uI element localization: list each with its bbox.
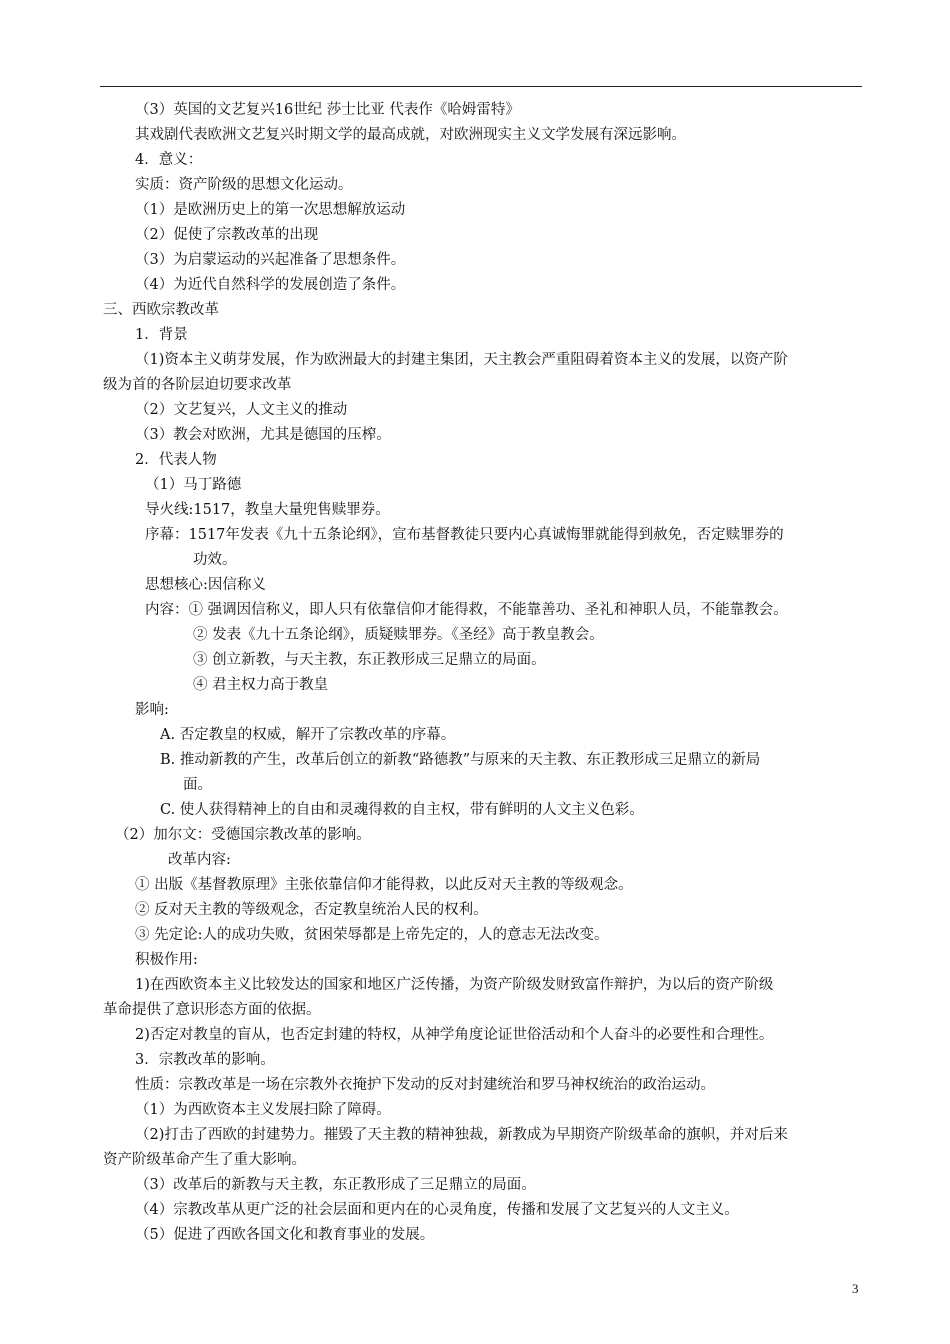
text-line: （1)资本主义萌芽发展，作为欧洲最大的封建主集团，天主教会严重阻碍着资本主义的发展，以资产阶: [135, 352, 788, 368]
text-line: （2)打击了西欧的封建势力。摧毁了天主教的精神独裁，新教成为早期资产阶级革命的旗帜，并对后来: [135, 1127, 788, 1143]
text-line: 性质：宗教改革是一场在宗教外衣掩护下发动的反对封建统治和罗马神权统治的政治运动。: [135, 1077, 715, 1093]
text-line: B. 推动新教的产生，改革后创立的新教“路德教”与原来的天主教、东正教形成三足鼎立的新局: [160, 752, 761, 768]
text-line: 其戏剧代表欧洲文艺复兴时期文学的最高成就，对欧洲现实主义文学发展有深远影响。: [135, 127, 686, 143]
text-line: （3）教会对欧洲，尤其是德国的压榨。: [135, 427, 391, 443]
text-line: （3）为启蒙运动的兴起准备了思想条件。: [135, 252, 406, 268]
text-line: C. 使人获得精神上的自由和灵魂得救的自主权，带有鲜明的人文主义色彩。: [160, 802, 644, 818]
text-line: 革命提供了意识形态方面的依据。: [103, 1002, 321, 1018]
text-line: ② 反对天主教的等级观念，否定教皇统治人民的权利。: [135, 902, 488, 918]
text-line: （3）改革后的新教与天主教，东正教形成了三足鼎立的局面。: [135, 1177, 536, 1193]
text-line: 影响:: [135, 702, 169, 718]
text-line: （3）英国的文艺复兴16世纪 莎士比亚 代表作《哈姆雷特》: [135, 102, 520, 118]
text-line: （2）促使了宗教改革的出现: [135, 227, 319, 243]
text-line: 2．代表人物: [135, 452, 217, 468]
text-line: （5）促进了西欧各国文化和教育事业的发展。: [135, 1227, 435, 1243]
text-line: （1）为西欧资本主义发展扫除了障碍。: [135, 1102, 391, 1118]
text-line: （4）为近代自然科学的发展创造了条件。: [135, 277, 406, 293]
text-line: （4）宗教改革从更广泛的社会层面和更内在的心灵角度，传播和发展了文艺复兴的人文主义。: [135, 1202, 739, 1218]
text-line: 2)否定对教皇的盲从，也否定封建的特权，从神学角度论证世俗活动和个人奋斗的必要性和合理性。: [135, 1027, 774, 1043]
text-line: （2）文艺复兴，人文主义的推动: [135, 402, 348, 418]
text-line: 三、西欧宗教改革: [103, 302, 219, 318]
text-line: 积极作用:: [135, 952, 198, 968]
text-line: ① 出版《基督教原理》主张依靠信仰才能得救，以此反对天主教的等级观念。: [135, 877, 633, 893]
page-number: 3: [852, 1281, 859, 1296]
text-line: A. 否定教皇的权威，解开了宗教改革的序幕。: [160, 727, 456, 743]
text-line: 级为首的各阶层迫切要求改革: [103, 377, 292, 393]
text-line: 内容：① 强调因信称义，即人只有依靠信仰才能得救，不能靠善功、圣礼和神职人员，不能靠教会。: [145, 602, 788, 618]
header-rule: [100, 86, 862, 87]
text-line: 1)在西欧资本主义比较发达的国家和地区广泛传播，为资产阶级发财致富作辩护，为以后的资产阶级: [135, 977, 774, 993]
text-line: 改革内容:: [168, 852, 231, 868]
text-line: （1）是欧洲历史上的第一次思想解放运动: [135, 202, 406, 218]
text-line: 3．宗教改革的影响。: [135, 1052, 275, 1068]
text-line: 资产阶级革命产生了重大影响。: [103, 1152, 306, 1168]
text-line: ③ 先定论:人的成功失败，贫困荣辱都是上帝先定的，人的意志无法改变。: [135, 927, 609, 943]
text-line: ③ 创立新教，与天主教，东正教形成三足鼎立的局面。: [193, 652, 546, 668]
text-line: 序幕：1517年发表《九十五条论纲》，宣布基督教徒只要内心真诚悔罪就能得到赦免，否定赎罪券的: [145, 527, 784, 543]
text-line: （1）马丁路德: [145, 477, 242, 493]
text-line: 实质：资产阶级的思想文化运动。: [135, 177, 353, 193]
text-line: 功效。: [193, 552, 237, 568]
text-line: 思想核心:因信称义: [145, 577, 266, 593]
text-line: （2）加尔文：受德国宗教改革的影响。: [115, 827, 371, 843]
text-line: 面。: [183, 777, 212, 793]
text-line: ② 发表《九十五条论纲》，质疑赎罪券。《圣经》高于教皇教会。: [193, 627, 604, 643]
text-line: ④ 君主权力高于教皇: [193, 677, 329, 693]
text-line: 1．背景: [135, 327, 188, 343]
text-line: 导火线:1517，教皇大量兜售赎罪券。: [145, 502, 390, 518]
text-line: 4．意义：: [135, 152, 203, 168]
